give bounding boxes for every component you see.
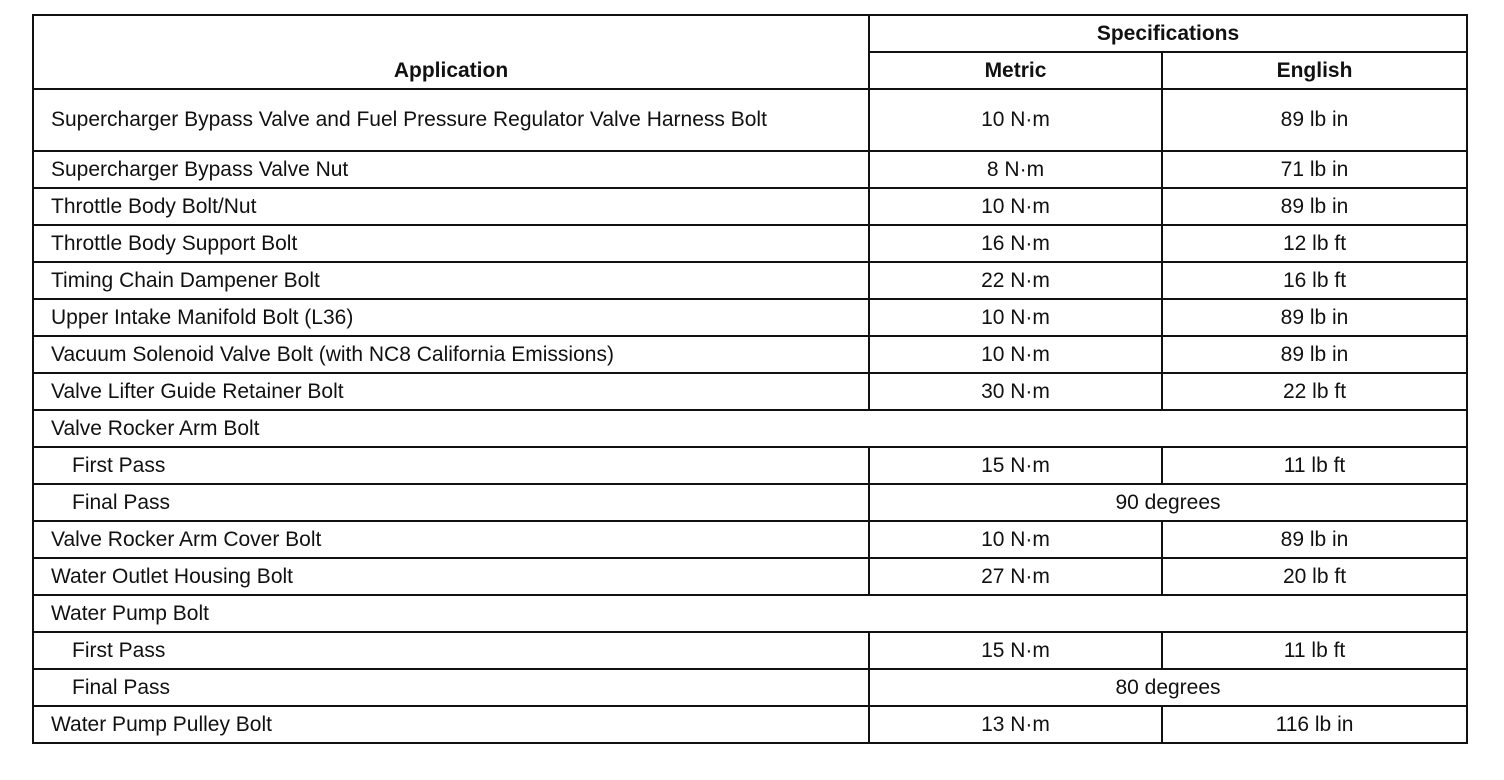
english-header: English [1162,52,1467,89]
table-row [33,299,1467,336]
english-cell: 12 lb ft [1162,225,1467,262]
english-cell: 11 lb ft [1162,447,1467,484]
english-cell: 89 lb in [1162,188,1467,225]
application-cell: Supercharger Bypass Valve and Fuel Pressure Regulator Valve Harness Bolt [33,89,869,151]
english-cell: 89 lb in [1162,299,1467,336]
english-cell: 89 lb in [1162,89,1467,151]
metric-cell: 10 N·m [869,299,1162,336]
metric-cell: 10 N·m [869,89,1162,151]
application-cell: First Pass [33,447,869,484]
metric-header: Metric [869,52,1162,89]
table-row-group-header [33,410,1467,447]
application-cell: Final Pass [33,484,869,521]
table-row [33,632,1467,669]
application-group-cell: Valve Rocker Arm Bolt [33,410,1467,447]
english-cell: 16 lb ft [1162,262,1467,299]
english-cell: 11 lb ft [1162,632,1467,669]
table-row [33,484,1467,521]
metric-cell: 15 N·m [869,632,1162,669]
metric-cell: 13 N·m [869,706,1162,743]
table-row [33,262,1467,299]
application-cell: Upper Intake Manifold Bolt (L36) [33,299,869,336]
table-row [33,373,1467,410]
application-cell: Vacuum Solenoid Valve Bolt (with NC8 California Emissions) [33,336,869,373]
application-header: Application [33,15,869,89]
application-cell: Throttle Body Support Bolt [33,225,869,262]
english-cell: 89 lb in [1162,336,1467,373]
metric-cell: 10 N·m [869,521,1162,558]
english-cell: 116 lb in [1162,706,1467,743]
application-cell: Timing Chain Dampener Bolt [33,262,869,299]
table-row [33,225,1467,262]
application-group-cell: Water Pump Bolt [33,595,1467,632]
metric-cell: 10 N·m [869,336,1162,373]
table-row [33,447,1467,484]
english-cell: 22 lb ft [1162,373,1467,410]
application-cell: Throttle Body Bolt/Nut [33,188,869,225]
metric-cell: 15 N·m [869,447,1162,484]
application-cell: Valve Lifter Guide Retainer Bolt [33,373,869,410]
table-row [33,151,1467,188]
specifications-header: Specifications [869,15,1467,52]
application-cell: First Pass [33,632,869,669]
metric-cell: 10 N·m [869,188,1162,225]
table-row [33,89,1467,151]
combined-spec-cell: 80 degrees [869,669,1467,706]
metric-cell: 16 N·m [869,225,1162,262]
table-row [33,558,1467,595]
table-row [33,336,1467,373]
table-row [33,706,1467,743]
metric-cell: 8 N·m [869,151,1162,188]
application-cell: Supercharger Bypass Valve Nut [33,151,869,188]
table-row [33,188,1467,225]
application-cell: Water Outlet Housing Bolt [33,558,869,595]
metric-cell: 22 N·m [869,262,1162,299]
metric-cell: 27 N·m [869,558,1162,595]
table-row [33,669,1467,706]
table-row-group-header [33,595,1467,632]
metric-cell: 30 N·m [869,373,1162,410]
torque-specifications-table [32,14,1468,744]
english-cell: 20 lb ft [1162,558,1467,595]
application-cell: Valve Rocker Arm Cover Bolt [33,521,869,558]
english-cell: 71 lb in [1162,151,1467,188]
application-cell: Final Pass [33,669,869,706]
combined-spec-cell: 90 degrees [869,484,1467,521]
table-row [33,521,1467,558]
english-cell: 89 lb in [1162,521,1467,558]
application-cell: Water Pump Pulley Bolt [33,706,869,743]
